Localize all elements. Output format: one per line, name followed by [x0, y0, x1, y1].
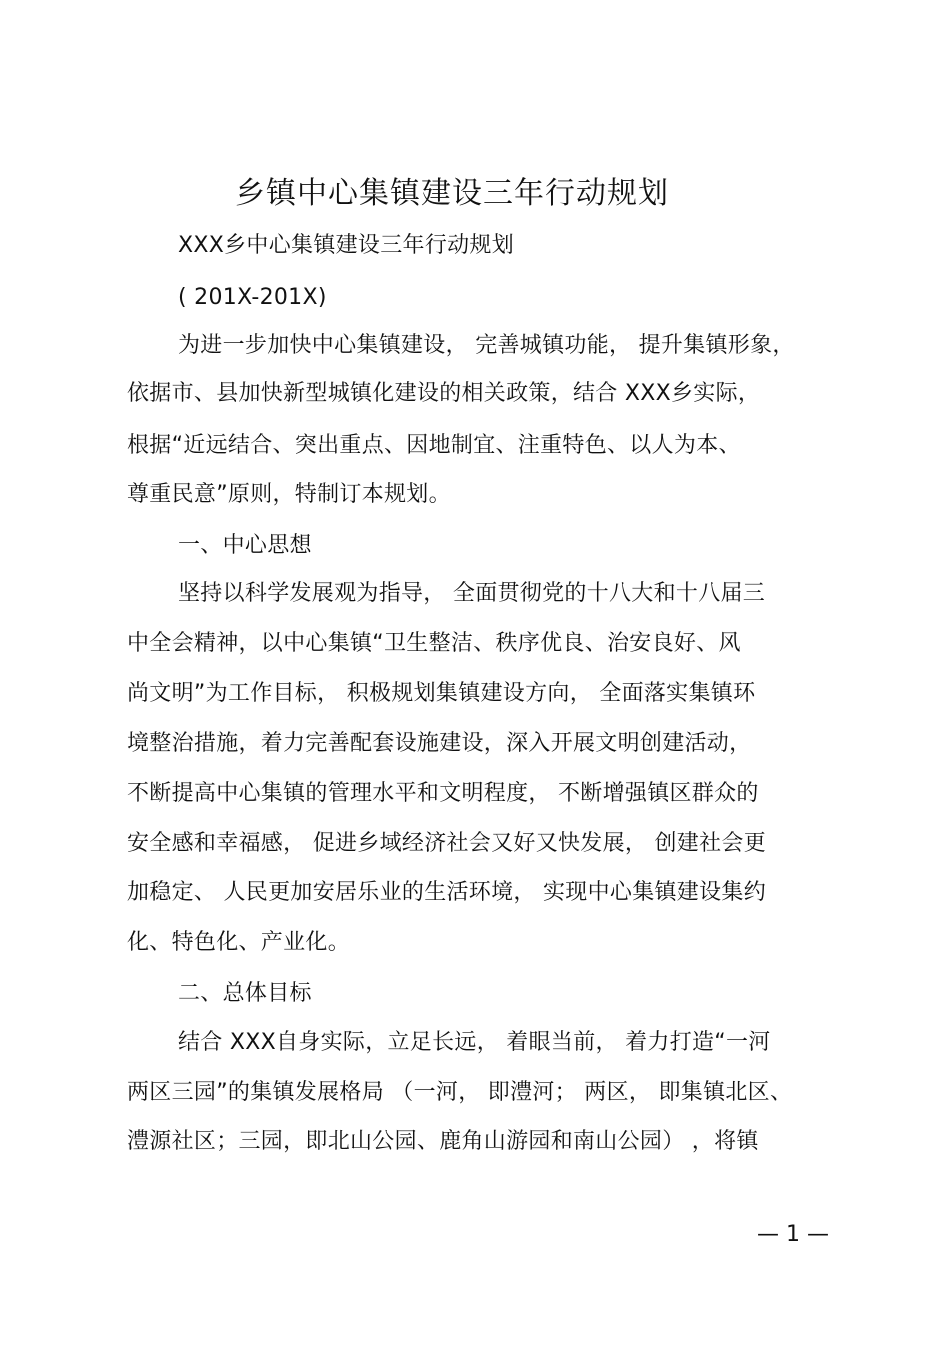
paragraph-line: 安全感和幸福感， 促进乡域经济社会又好又快发展， 创建社会更	[127, 831, 766, 856]
paragraph-line: 境整治措施，着力完善配套设施建设，深入开展文明创建活动，	[127, 731, 752, 756]
paragraph-line: 加稳定、 人民更加安居乐业的生活环境， 实现中心集镇建设集约	[127, 880, 766, 905]
paragraph-line: 尚文明”为工作目标， 积极规划集镇建设方向， 全面落实集镇环	[127, 681, 756, 706]
paragraph-line: 坚持以科学发展观为指导， 全面贯彻党的十八大和十八届三	[178, 581, 766, 606]
paragraph-line: 尊重民意”原则，特制订本规划。	[127, 482, 451, 507]
date-range-line: ( 201X-201X)	[178, 285, 327, 310]
paragraph-line: 化、特色化、产业化。	[127, 930, 351, 955]
section-heading: 二、总体目标	[178, 981, 312, 1006]
page-number: — 1 —	[757, 1222, 829, 1247]
section-heading: 一、中心思想	[178, 533, 312, 558]
paragraph-line: 澧源社区；三园，即北山公园、鹿角山游园和南山公园） ，将镇	[127, 1129, 759, 1154]
paragraph-line: 不断提高中心集镇的管理水平和文明程度， 不断增强镇区群众的	[127, 781, 759, 806]
subtitle-line: XXX乡中心集镇建设三年行动规划	[178, 233, 515, 258]
document-title: 乡镇中心集镇建设三年行动规划	[235, 176, 669, 211]
paragraph-line: 依据市、县加快新型城镇化建设的相关政策，结合 XXX乡实际，	[127, 381, 761, 406]
paragraph-line: 结合 XXX自身实际，立足长远， 着眼当前， 着力打造“一河	[178, 1030, 771, 1055]
paragraph-line: 两区三园”的集镇发展格局 （一河， 即澧河； 两区， 即集镇北区、	[127, 1080, 793, 1105]
paragraph-line: 为进一步加快中心集镇建设， 完善城镇功能， 提升集镇形象，	[178, 333, 795, 358]
paragraph-line: 根据“近远结合、突出重点、因地制宜、注重特色、以人为本、	[127, 433, 741, 458]
paragraph-line: 中全会精神，以中心集镇“卫生整洁、秩序优良、治安良好、风	[127, 631, 741, 656]
